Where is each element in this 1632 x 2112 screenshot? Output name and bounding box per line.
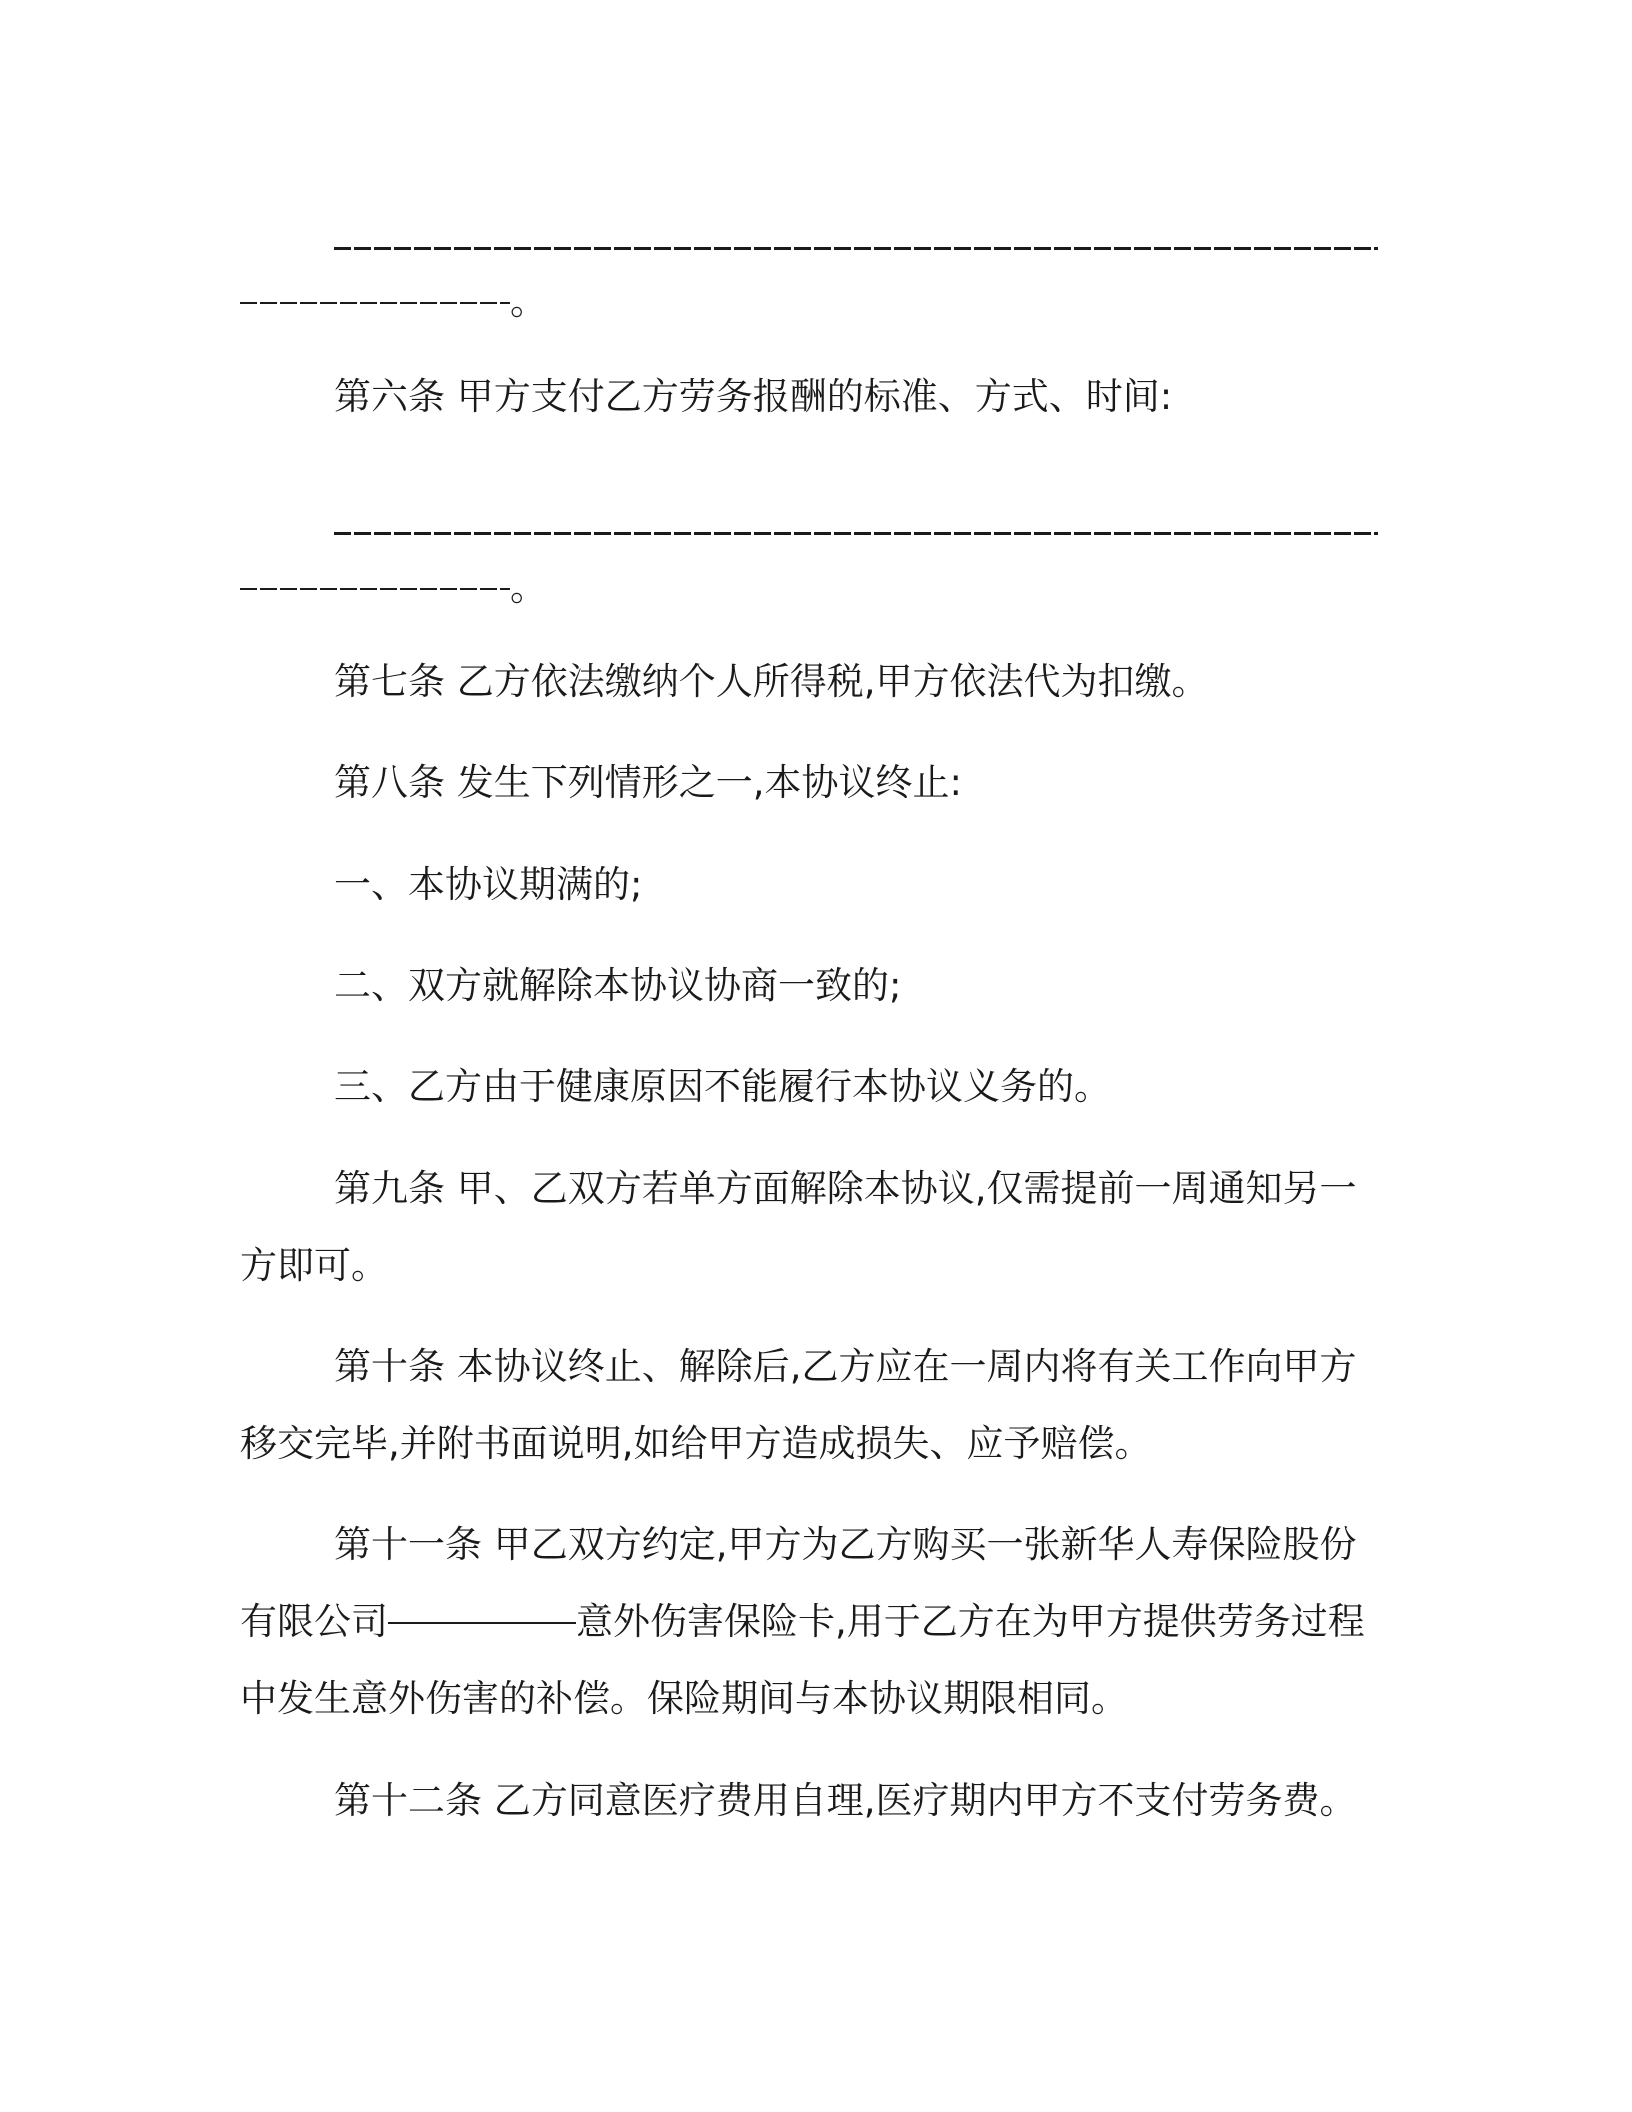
fill-in-blank	[388, 1620, 576, 1624]
fill-in-blank-line-continuation	[240, 274, 547, 330]
list-item-text: 二、双方就解除本协议协商一致的;	[334, 964, 902, 1007]
article-11-text: 中发生意外伤害的补偿。保险期间与本协议期限相同。	[240, 1677, 1128, 1720]
article-9-text: 方即可。	[240, 1244, 388, 1287]
list-item-text: 一、本协议期满的;	[334, 863, 643, 906]
fill-in-blank-line-continuation	[240, 560, 547, 616]
article-10-text: 移交完毕,并附书面说明,如给甲方造成损失、应予赔偿。	[240, 1422, 1152, 1465]
article-7-text: 第七条 乙方依法缴纳个人所得税,甲方依法代为扣缴。	[334, 660, 1209, 703]
article-7	[240, 654, 1390, 710]
article-6	[240, 369, 1390, 425]
list-item	[240, 958, 1390, 1014]
list-item-text: 三、乙方由于健康原因不能履行本协议义务的。	[334, 1065, 1111, 1108]
article-8-text: 第八条 发生下列情形之一,本协议终止:	[334, 761, 962, 804]
article-11-text: 第十一条 甲乙双方约定,甲方为乙方购买一张新华人寿保险股份	[334, 1523, 1357, 1566]
article-9	[240, 1161, 1390, 1217]
list-item	[240, 857, 1390, 913]
article-10-continuation	[240, 1416, 1390, 1472]
article-9-continuation	[240, 1238, 1390, 1294]
period: 。	[510, 566, 547, 609]
article-10-text: 第十条 本协议终止、解除后,乙方应在一周内将有关工作向甲方	[334, 1345, 1357, 1388]
article-9-text: 第九条 甲、乙双方若单方面解除本协议,仅需提前一周通知另一	[334, 1167, 1357, 1210]
fill-in-blank-line	[334, 208, 1378, 264]
period: 。	[510, 280, 547, 323]
article-12	[240, 1773, 1390, 1829]
fill-in-blank-line	[334, 493, 1378, 549]
article-12-text: 第十二条 乙方同意医疗费用自理,医疗期内甲方不支付劳务费。	[334, 1779, 1357, 1822]
article-10	[240, 1339, 1390, 1395]
article-11-continuation	[240, 1671, 1390, 1727]
article-11-text: 有限公司	[240, 1600, 388, 1643]
article-11-text: 意外伤害保险卡,用于乙方在为甲方提供劳务过程	[576, 1600, 1365, 1643]
article-11	[240, 1517, 1390, 1573]
article-6-text: 第六条 甲方支付乙方劳务报酬的标准、方式、时间:	[334, 375, 1173, 418]
list-item	[240, 1059, 1390, 1115]
article-11-continuation	[240, 1594, 1390, 1650]
article-8	[240, 755, 1390, 811]
